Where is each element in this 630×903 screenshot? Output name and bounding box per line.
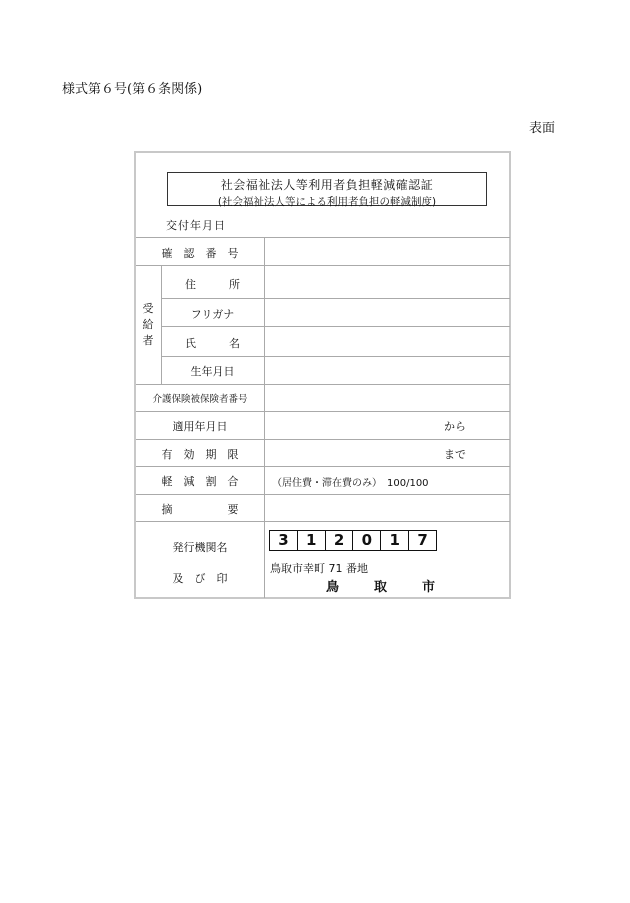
grid-line — [161, 326, 510, 327]
grid-line — [161, 356, 510, 357]
code-digit: 7 — [417, 531, 428, 549]
grid-line — [136, 265, 510, 266]
grid-line — [136, 494, 510, 495]
issuer-seal-label: 及 び 印 — [172, 572, 228, 585]
code-digit: 3 — [270, 531, 298, 550]
remarks-label: 摘 要 — [161, 503, 239, 516]
reduction-rate-value: （居住費・滞在費のみ） 100/100 — [272, 478, 429, 489]
apply-date-label: 適用年月日 — [172, 420, 228, 433]
code-digit: 0 — [353, 531, 381, 550]
code-digit: 2 — [326, 531, 354, 550]
form-number: 様式第６号(第６条関係) — [62, 82, 203, 97]
grid-line — [136, 439, 510, 440]
grid-line — [136, 466, 510, 467]
grid-line — [264, 237, 265, 598]
validity-label: 有 効 期 限 — [161, 448, 239, 461]
side-label: 表面 — [529, 121, 556, 136]
title-box — [167, 172, 487, 206]
grid-line — [136, 237, 510, 238]
furigana-label: フリガナ — [190, 308, 235, 321]
issuer-name: 鳥 取 市 — [326, 580, 447, 595]
name-label: 氏 名 — [185, 337, 240, 350]
birth-date-label: 生年月日 — [190, 365, 235, 378]
grid-line — [136, 384, 510, 385]
reduction-rate-label: 軽 減 割 合 — [161, 475, 239, 488]
grid-line — [161, 298, 510, 299]
code-digit: 1 — [298, 531, 326, 550]
grid-line — [136, 521, 510, 522]
issuer-label: 発行機関名 — [172, 541, 228, 554]
recipient-label: 受 給 者 — [142, 302, 154, 347]
issuer-address: 鳥取市幸町 71 番地 — [270, 562, 368, 575]
confirmation-number-label: 確 認 番 号 — [161, 247, 239, 260]
issuer-code — [269, 530, 437, 551]
issue-date-label: 交付年月日 — [166, 219, 226, 232]
certificate-title: 社会福祉法人等利用者負担軽減確認証 — [220, 178, 434, 192]
grid-line — [136, 411, 510, 412]
code-digit: 1 — [381, 531, 409, 550]
address-label: 住 所 — [185, 278, 240, 291]
validity-until-text: まで — [444, 448, 466, 461]
certificate-subtitle: (社会福祉法人等による利用者負担の軽減制度) — [217, 196, 437, 208]
apply-from-text: から — [444, 420, 466, 433]
insured-number-label: 介護保険被保険者番号 — [152, 394, 248, 405]
